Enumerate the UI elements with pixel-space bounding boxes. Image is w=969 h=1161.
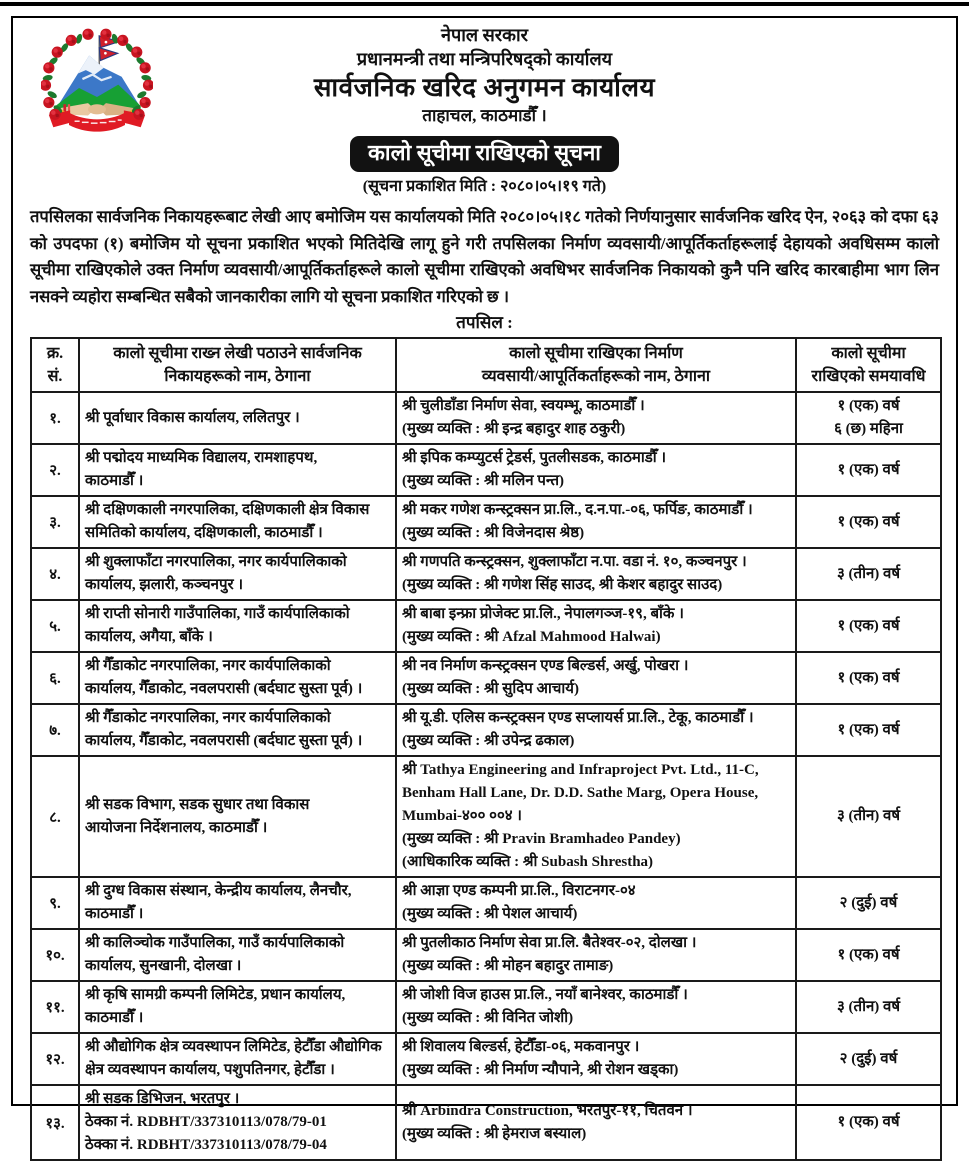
agency-cell: श्री कालिञ्चोक गाउँपालिका, गाउँ कार्यपालिकाको कार्यालय, सुनखानी, दोलखा । (79, 929, 396, 981)
table-row (31, 444, 941, 496)
duration-cell: १ (एक) वर्ष (796, 496, 941, 548)
firm-cell: श्री चुलीडाँडा निर्माण सेवा, स्वयम्भू, काठमाडौँ । (मुख्य व्यक्ति : श्री इन्द्र बहादुर शाह ठकुरी) (396, 392, 796, 444)
office-name: सार्वजनिक खरिद अनुगमन कार्यालय (313, 73, 656, 102)
serial-number-cell: ५. (31, 600, 79, 652)
firm-cell: श्री जोशी विज हाउस प्रा.लि., नयाँ बानेश्वर, काठमाडौँ । (मुख्य व्यक्ति : श्री विनित जोशी) (396, 981, 796, 1033)
published-date: (सूचना प्रकाशित मिति : २०८०।०५।१९ गते) (362, 178, 607, 195)
firm-cell: श्री गणपति कन्स्ट्रक्सन, शुक्लाफाँटा न.पा. वडा नं. १०, कञ्चनपुर । (मुख्य व्यक्ति : श्री गणेश सिंह साउद, श्री केशर बहादुर साउद) (396, 548, 796, 600)
table-row (31, 756, 941, 877)
duration-cell: ३ (तीन) वर्ष (796, 981, 941, 1033)
firm-cell: श्री पुतलीकाठ निर्माण सेवा प्रा.लि. बैतेश्वर-०२, दोलखा । (मुख्य व्यक्ति : श्री मोहन बहादुर तामाङ) (396, 929, 796, 981)
serial-number-cell: १०. (31, 929, 79, 981)
serial-number-cell: ९. (31, 877, 79, 929)
firm-cell: श्री आज्ञा एण्ड कम्पनी प्रा.लि., विराटनगर-०४ (मुख्य व्यक्ति : श्री पेशल आचार्य) (396, 877, 796, 929)
firm-cell: श्री Tathya Engineering and Infraproject Pvt. Ltd., 11-C, Benham Hall Lane, Dr. D.D. Sathe Marg, Opera House, Mumbai-४०० ००४ । (मुख्य व्यक्ति : श्री Pravin Bramhadeo Pandey) (आधिकारिक व्यक्ति : श्री Subash Shrestha) (396, 756, 796, 877)
agency-cell: श्री कृषि सामग्री कम्पनी लिमिटेड, प्रधान कार्यालय, काठमाडौँ । (79, 981, 396, 1033)
duration-cell: १ (एक) वर्ष (796, 600, 941, 652)
header-agency: कालो सूचीमा राख्न लेखी पठाउने सार्वजनिक निकायहरूको नाम, ठेगाना (79, 338, 396, 392)
header-firm: कालो सूचीमा राखिएका निर्माण व्यवसायी/आपूर्तिकर्ताहरूको नाम, ठेगाना (396, 338, 796, 392)
agency-cell: श्री शुक्लाफाँटा नगरपालिका, नगर कार्यपालिकाको कार्यालय, झलारी, कञ्चनपुर । (79, 548, 396, 600)
agency-cell: श्री दुग्ध विकास संस्थान, केन्द्रीय कार्यालय, लैनचौर, काठमाडौँ । (79, 877, 396, 929)
serial-number-cell: ११. (31, 981, 79, 1033)
table-header-row (31, 338, 941, 392)
table-row (31, 496, 941, 548)
serial-number-cell: ६. (31, 652, 79, 704)
agency-cell: श्री औद्योगिक क्षेत्र व्यवस्थापन लिमिटेड, हेटौँडा औद्योगिक क्षेत्र व्यवस्थापन कार्यालय, पशुपतिनगर, हेटौँडा । (79, 1033, 396, 1085)
duration-cell: १ (एक) वर्ष ६ (छ) महिना (796, 392, 941, 444)
serial-number-cell: ८. (31, 756, 79, 877)
serial-number-cell: १२. (31, 1033, 79, 1085)
firm-cell: श्री Arbindra Construction, भरतपुर-११, चितवन । (मुख्य व्यक्ति : श्री हेमराज बस्याल) (396, 1085, 796, 1160)
tapasil-label: तपसिल : (456, 313, 513, 332)
duration-cell: २ (दुई) वर्ष (796, 877, 941, 929)
table-row (31, 652, 941, 704)
firm-cell: श्री इपिक कम्प्युटर्स ट्रेडर्स, पुतलीसडक, काठमाडौँ । (मुख्य व्यक्ति : श्री मलिन पन्त) (396, 444, 796, 496)
agency-cell: श्री राप्ती सोनारी गाउँपालिका, गाउँ कार्यपालिकाको कार्यालय, अगैया, बाँके । (79, 600, 396, 652)
serial-number-cell: ४. (31, 548, 79, 600)
agency-cell: श्री गैँडाकोट नगरपालिका, नगर कार्यपालिकाको कार्यालय, गैँडाकोट, नवलपरासी (बर्दघाट सुस्ता पूर्व) । (79, 652, 396, 704)
serial-number-cell: १३. (31, 1085, 79, 1160)
duration-cell: २ (दुई) वर्ष (796, 1033, 941, 1085)
table-row (31, 877, 941, 929)
nepal-government-emblem-icon (41, 26, 153, 150)
firm-cell: श्री नव निर्माण कन्स्ट्रक्सन एण्ड बिल्डर्स, अर्खु, पोखरा । (मुख्य व्यक्ति : श्री सुदिप आचार्य) (396, 652, 796, 704)
table-row (31, 981, 941, 1033)
duration-cell: १ (एक) वर्ष (796, 652, 941, 704)
serial-number-cell: २. (31, 444, 79, 496)
duration-cell: ३ (तीन) वर्ष (796, 756, 941, 877)
table-row (31, 548, 941, 600)
table-row (31, 600, 941, 652)
blacklist-table (30, 337, 942, 1161)
blacklist-table-body (31, 392, 941, 1160)
parent-office-name: प्रधानमन्त्री तथा मन्त्रिपरिषद्को कार्यालय (356, 49, 613, 69)
document-frame (11, 16, 958, 1153)
duration-cell: १ (एक) वर्ष (796, 1085, 941, 1160)
office-address: ताहाचल, काठमाडौँ । (422, 106, 547, 125)
agency-cell: श्री पद्मोदय माध्यमिक विद्यालय, रामशाहपथ, काठमाडौँ । (79, 444, 396, 496)
header-serial-number: क्र. सं. (31, 338, 79, 392)
serial-number-cell: ७. (31, 704, 79, 756)
serial-number-cell: ३. (31, 496, 79, 548)
masthead (30, 22, 939, 197)
duration-cell: १ (एक) वर्ष (796, 929, 941, 981)
government-name: नेपाल सरकार (441, 25, 528, 45)
table-row (31, 392, 941, 444)
firm-cell: श्री शिवालय बिल्डर्स, हेटौँडा-०६, मकवानपुर । (मुख्य व्यक्ति : श्री निर्माण न्यौपाने, श्री रोशन खड्का) (396, 1033, 796, 1085)
agency-cell: श्री पूर्वाधार विकास कार्यालय, ललितपुर । (79, 392, 396, 444)
agency-cell: श्री दक्षिणकाली नगरपालिका, दक्षिणकाली क्षेत्र विकास समितिको कार्यालय, दक्षिणकाली, काठमाडौँ । (79, 496, 396, 548)
duration-cell: १ (एक) वर्ष (796, 704, 941, 756)
agency-cell: श्री गैँडाकोट नगरपालिका, नगर कार्यपालिकाको कार्यालय, गैँडाकोट, नवलपरासी (बर्दघाट सुस्ता पूर्व) । (79, 704, 396, 756)
serial-number-cell: १. (31, 392, 79, 444)
duration-cell: ३ (तीन) वर्ष (796, 548, 941, 600)
duration-cell: १ (एक) वर्ष (796, 444, 941, 496)
table-row (31, 1033, 941, 1085)
notice-title-badge: कालो सूचीमा राखिएको सूचना (350, 136, 619, 172)
table-row (31, 704, 941, 756)
firm-cell: श्री मकर गणेश कन्स्ट्रक्सन प्रा.लि., द.न.पा.-०६, फर्पिङ, काठमाडौँ । (मुख्य व्यक्ति : श्री विजेनदास श्रेष्ठ) (396, 496, 796, 548)
header-duration: कालो सूचीमा राखिएको समयावधि (796, 338, 941, 392)
agency-cell: श्री सडक विभाग, सडक सुधार तथा विकास आयोजना निर्देशनालय, काठमाडौँ । (79, 756, 396, 877)
firm-cell: श्री बाबा इन्फ्रा प्रोजेक्ट प्रा.लि., नेपालगञ्ज-१९, बाँके । (मुख्य व्यक्ति : श्री Afzal Mahmood Halwai) (396, 600, 796, 652)
table-row (31, 929, 941, 981)
top-rule (0, 2, 969, 6)
firm-cell: श्री यू.डी. एलिस कन्स्ट्रक्सन एण्ड सप्लायर्स प्रा.लि., टेकू, काठमाडौँ । (मुख्य व्यक्ति : श्री उपेन्द्र ढकाल) (396, 704, 796, 756)
intro-paragraph: तपसिलका सार्वजनिक निकायहरूबाट लेखी आए बमोजिम यस कार्यालयको मिति २०८०।०५।१८ गतेको निर्णयानुसार सार्वजनिक खरिद ऐन, २०६३ को दफा ६३ को उपदफा (१) बमोजिम यो सूचना प्रकाशित भएको मितिदेखि लागू हुने गरी तपसिलका निर्माण व्यवसायी/आपूर्तिकर्ताहरूलाई देहायको अवधिसम्म कालो सूचीमा राखिएकोले उक्त निर्माण व्यवसायी/आपूर्तिकर्ताहरूले कालो सूचीमा राखिएको अवधिभर सार्वजनिक निकायको कुनै पनि खरिद कारबाहीमा भाग लिन नसक्ने व्यहोरा सम्बन्धित सबैको जानकारीका लागि यो सूचना प्रकाशित गरिएको छ । (30, 207, 939, 306)
table-row (31, 1085, 941, 1160)
agency-cell: श्री सडक डिभिजन, भरतपुर । ठेक्का नं. RDBHT/337310113/078/79-01 ठेक्का नं. RDBHT/337310113/078/79-04 (79, 1085, 396, 1160)
